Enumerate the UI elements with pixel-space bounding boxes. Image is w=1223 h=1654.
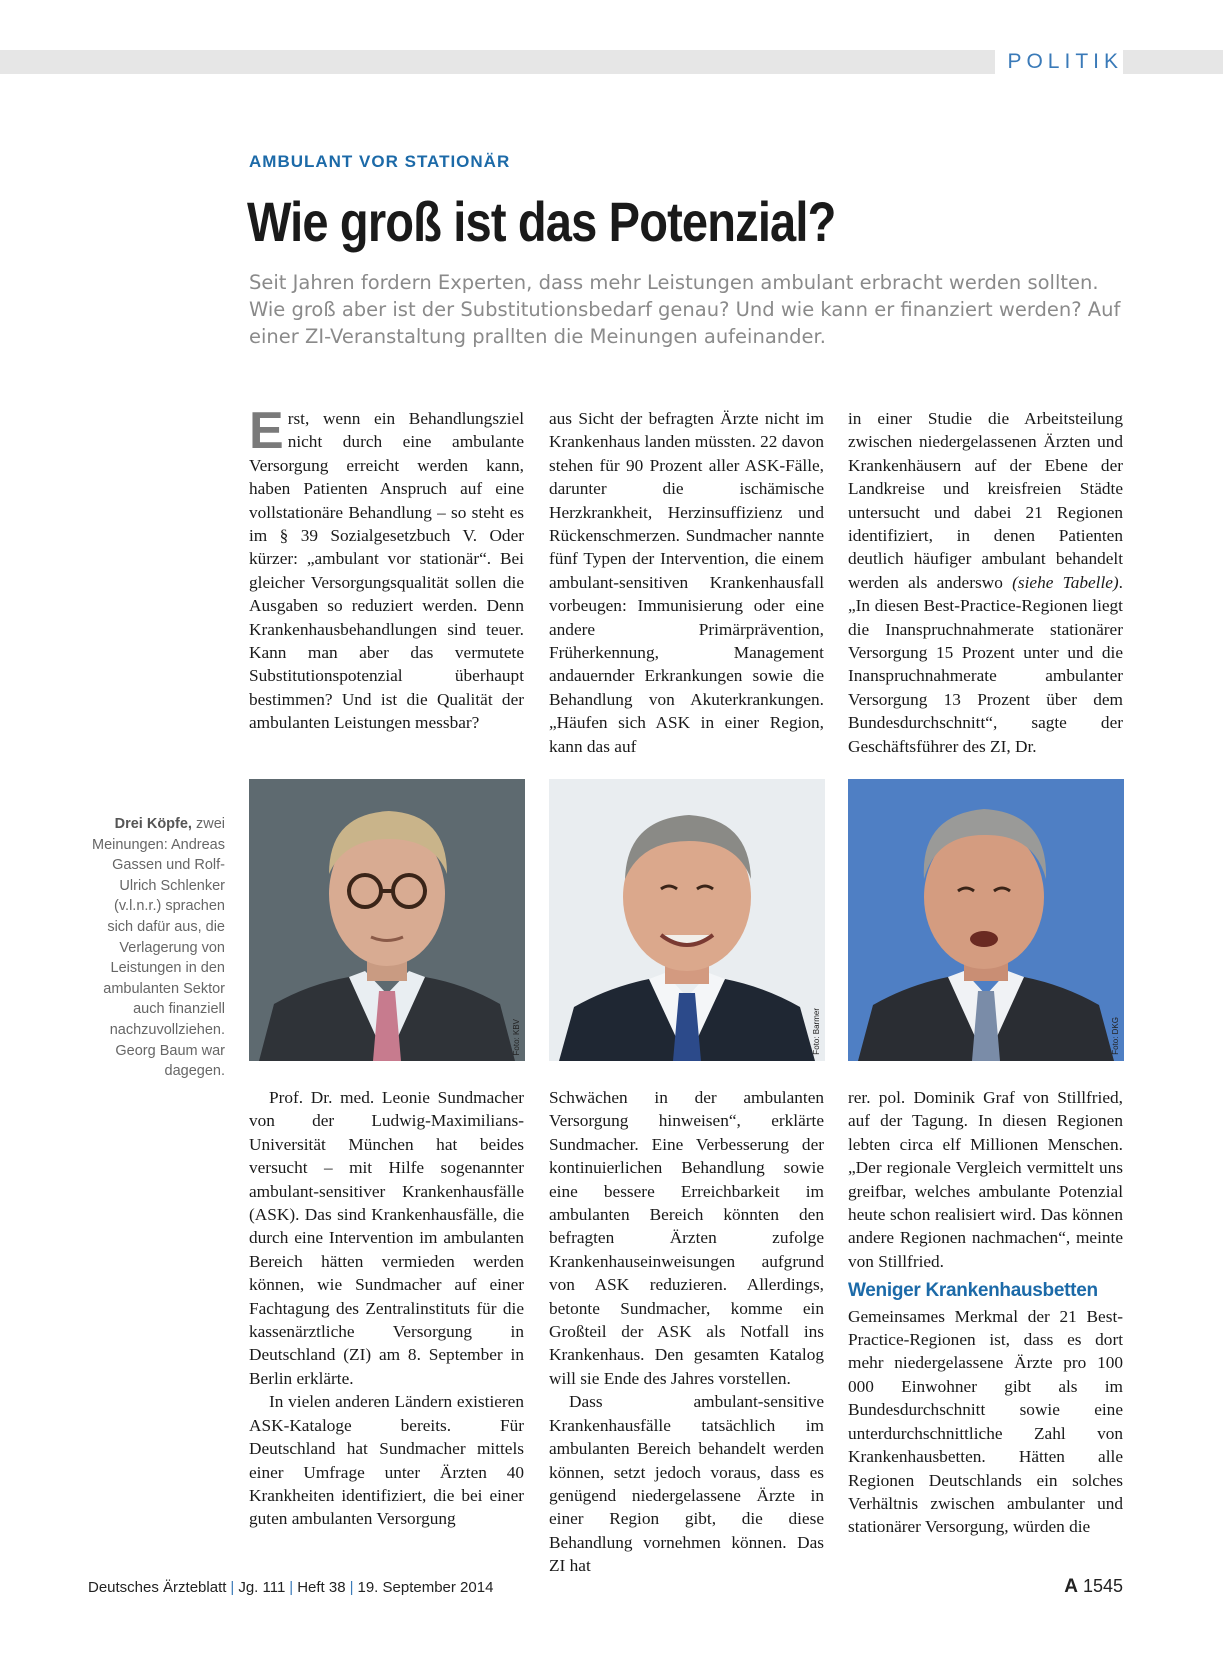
- photo-credit: Foto: KBV: [512, 1018, 521, 1055]
- drop-cap: E: [249, 402, 284, 460]
- photo-credit: Foto: DKG: [1111, 1017, 1120, 1055]
- portrait-illustration: [549, 779, 825, 1061]
- section-label: POLITIK: [995, 50, 1123, 74]
- page-number-value: 1545: [1082, 1576, 1123, 1596]
- column-2-top-text: aus Sicht der befragten Ärzte nicht im Krankenhaus landen müssten. 22 davon stehen für 90 Prozent aller ASK-Fälle, darunter die ischämische Herzkrankheit, Herzinsuffizienz und Rückenschmerzen. Sundmacher nannte fünf Typen der Intervention, die einem ambulant-sensitiven Krankenhausfall vorbeugen: Immunisierung oder eine andere Primärprävention, Früherkennung, Management andauernder Erkrankungen sowie die Behandlung von Akuterkrankungen. „Häufen sich ASK in einer Region, kann das auf: [549, 409, 824, 756]
- portrait-photo-schlenker: [549, 779, 825, 1061]
- portrait-illustration: [249, 779, 525, 1061]
- column-1-bottom: [249, 1086, 524, 1531]
- portrait-photo-baum: [848, 779, 1124, 1061]
- column-1-top: [249, 402, 524, 735]
- footer-separator: |: [230, 1579, 235, 1596]
- journal-issue: Heft 38: [297, 1579, 346, 1596]
- column-3-bottom-paragraph-1: rer. pol. Dominik Graf von Stillfried, auf der Tagung. In diesen Regionen lebten circa elf Millionen Menschen. „Der regionale Vergleich vermittelt uns greifbar, welches ambulante Potenzial heute schon realisiert wird. Das können andere Regionen nachmachen“, meinte von Stillfried.: [848, 1088, 1123, 1271]
- column-2-top: [549, 407, 824, 758]
- issue-date: 19. September 2014: [357, 1579, 494, 1596]
- page-prefix: A: [1064, 1576, 1078, 1597]
- column-1-top-text: rst, wenn ein Behandlungsziel nicht durch eine ambulante Versorgung erreicht werden kann, haben Patienten Anspruch auf eine vollstationäre Behandlung – so steht es im § 39 Sozialgesetzbuch V. Oder kürzer: „ambulant vor stationär“. Bei gleicher Versorgungsqualität sollen die Ausgaben so reduziert werden. Denn Krankenhausbehandlungen sind teuer. Kann man aber das vermutete Substitutionspotenzial überhaupt bestimmen? Und ist die Qualität der ambulanten Leistungen messbar?: [249, 409, 524, 733]
- footer-separator: |: [349, 1579, 354, 1596]
- portrait-photo-gassen: [249, 779, 525, 1061]
- caption-text: zwei Meinungen: Andreas Gassen und Rolf-Ulrich Schlenker (v.l.n.r.) sprachen sich dafür aus, die Verlagerung von Leistungen in den ambulanten Sektor auch finanziell nachzuvollziehen. Georg Baum war dagegen.: [91, 816, 225, 1080]
- table-reference: (siehe Tabelle): [1012, 572, 1119, 592]
- journal-name: Deutsches Ärzteblatt: [88, 1579, 227, 1596]
- column-3-bottom-paragraph-2: Gemeinsames Merkmal der 21 Best-Practice-Regionen ist, dass es dort mehr niedergelassene Ärzte pro 100 000 Einwohner gibt als im Bundesdurchschnitt sowie eine unterdurchschnittliche Zahl von Krankenhausbetten. Hätten alle Regionen Deutschlands ein solches Verhältnis zwischen ambulanter und stationärer Versorgung, würden die: [848, 1306, 1123, 1537]
- column-3-bottom: [848, 1086, 1123, 1539]
- article-kicker: AMBULANT VOR STATIONÄR: [249, 152, 511, 171]
- caption-lead: Drei Köpfe,: [114, 816, 192, 832]
- portrait-illustration: [848, 779, 1124, 1061]
- column-1-bottom-paragraph-1: Prof. Dr. med. Leonie Sundmacher von der Ludwig-Maximilians-Universität München hat beides versucht – mit Hilfe sogenannter ambulant-sensitiver Krankenhausfälle (ASK). Das sind Krankenhausfälle, die durch eine Intervention im ambulanten Bereich hätten vermieden werden können, wie Sundmacher auf einer Fachtagung des Zentralinstituts für die kassenärztliche Versorgung in Deutschland (ZI) am 8. September in Berlin erklärte.: [249, 1088, 524, 1388]
- article-subheading: Weniger Krankenhausbetten: [848, 1280, 1098, 1302]
- journal-volume: Jg. 111: [238, 1579, 286, 1596]
- column-3-top-text: [848, 407, 1123, 758]
- column-3-top-text-a: in einer Studie die Arbeitsteilung zwischen niedergelassenen Ärzten und Krankenhäusern auf der Ebene der Landkreise und kreisfreien Städte untersucht und dabei 21 Regionen identifiziert, in denen Patienten deutlich häufiger ambulant behandelt werden als anderswo: [848, 409, 1123, 592]
- page-footer: [88, 1579, 493, 1596]
- column-3-top-text-b: . „In diesen Best-Practice-Regionen liegt die Inanspruchnahmerate stationärer Versorgung 15 Prozent unter und die Inanspruchnahmerate ambulanter Versorgung 13 Prozent über dem Bundesdurchschnitt“, sagte der Geschäftsführer des ZI, Dr.: [848, 572, 1123, 756]
- photo-credit: Foto: Barmer: [812, 1008, 821, 1055]
- photo-caption: [86, 814, 225, 1082]
- column-2-bottom: [549, 1086, 824, 1578]
- column-2-bottom-paragraph-1: Schwächen in der ambulanten Versorgung hinweisen“, erklärte Sundmacher. Eine Verbesserung der kontinuierlichen Behandlung sowie eine bessere Erreichbarkeit im ambulanten Bereich könnten den befragten Ärzten zufolge Krankenhauseinweisungen aufgrund von ASK reduzieren. Allerdings, betonte Sundmacher, komme ein Großteil der ASK als Notfall ins Krankenhaus. Den gesamten Katalog will sie Ende des Jahres vorstellen.: [549, 1088, 824, 1388]
- article-headline: Wie groß ist das Potenzial?: [247, 190, 836, 253]
- article-lead: Seit Jahren fordern Experten, dass mehr Leistungen ambulant erbracht werden sollten. Wie groß aber ist der Substitutionsbedarf genau? Und wie kann er finanziert werden? Auf einer ZI-Veranstaltung prallten die Meinungen aufeinander.: [249, 271, 1121, 348]
- footer-separator: |: [289, 1579, 294, 1596]
- column-1-bottom-paragraph-2: In vielen anderen Ländern existieren ASK-Kataloge bereits. Für Deutschland hat Sundmacher mittels einer Umfrage unter Ärzten 40 Krankheiten identifiziert, die bei einer guten ambulanten Versorgung: [249, 1392, 524, 1529]
- column-2-bottom-paragraph-2: Dass ambulant-sensitive Krankenhausfälle tatsächlich im ambulanten Bereich behandelt werden können, setzt jedoch voraus, dass es genügend niedergelassene Ärzte in einer Region gibt, die diese Behandlung vornehmen können. Das ZI hat: [549, 1392, 824, 1576]
- column-3-top: [848, 407, 1123, 758]
- page-number: [1064, 1576, 1123, 1598]
